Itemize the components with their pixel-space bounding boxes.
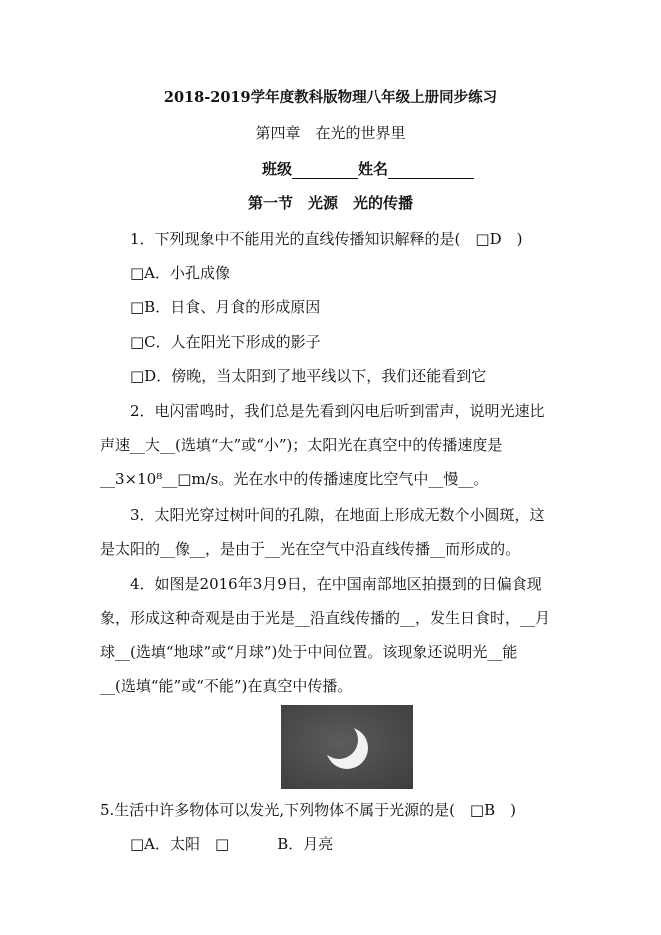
q5-options-row (130, 834, 333, 854)
q4-line-4 (100, 676, 352, 696)
q3-answer-1: __像__ (160, 540, 206, 558)
q5-option-a: □A．太阳 □ (130, 835, 230, 853)
partial-solar-eclipse-photo (281, 705, 413, 789)
q2-text: 声速 (100, 436, 131, 454)
q4-line-1: 4．如图是2016年3月9日，在中国南部地区拍摄到的日偏食现 (130, 575, 542, 593)
name-blank (388, 160, 474, 179)
q3-line-1: 3．太阳光穿过树叶间的孔隙，在地面上形成无数个小圆斑，这 (130, 506, 545, 524)
section-title: 第一节 光源 光的传播 (247, 194, 413, 212)
q4-text: ，发生日食时， (415, 609, 521, 627)
q2-line-2 (100, 435, 502, 455)
q1-stem: 1．下列现象中不能用光的直线传播知识解释的是( □D ) (130, 230, 523, 248)
worksheet-title: 2018-2019学年度教科版物理八年级上册同步练习 (163, 89, 498, 106)
q4-text: 象，形成这种奇观是由于光是 (100, 609, 296, 627)
q4-line-2 (100, 608, 550, 628)
q4-answer-1: __沿直线传播的__ (295, 609, 416, 627)
q2-text: □m/s。光在水中的传播速度比空气中 (177, 470, 429, 488)
class-blank (292, 160, 358, 179)
q2-answer-2: __3×10⁸__ (100, 470, 178, 488)
q4-line-3 (100, 642, 517, 662)
q4-answer-2-cont: 球__ (100, 643, 131, 661)
class-label: 班级 (262, 160, 293, 178)
class-name-row (262, 159, 474, 179)
q2-text: 。 (473, 470, 489, 488)
q1-option-c: □C．人在阳光下形成的影子 (130, 333, 321, 351)
crescent-sun-image (281, 705, 413, 789)
q2-answer-3: __慢__ (428, 470, 474, 488)
chapter-heading: 第四章 在光的世界里 (255, 124, 406, 142)
q4-text: (选填“能”或“不能”)在真空中传播。 (115, 677, 353, 695)
q5-stem: 5.生活中许多物体可以发光,下列物体不属于光源的是( □B ) (100, 801, 516, 819)
q4-answer-3-cont: __ (100, 677, 115, 695)
q3-text: 是太阳的 (100, 540, 161, 558)
q2-text: (选填“大”或“小”)；太阳光在真空中的传播速度是 (175, 436, 503, 454)
q1-option-d: □D．傍晚，当太阳到了地平线以下，我们还能看到它 (130, 367, 487, 385)
q4-text: (选填“地球”或“月球”)处于中间位置。该现象还说明光 (130, 643, 488, 661)
q2-answer-1: __大__ (130, 436, 176, 454)
q4-answer-3: __能 (487, 643, 518, 661)
q3-text: ，是由于 (205, 540, 266, 558)
name-label: 姓名 (358, 160, 389, 178)
q3-answer-2: __光在空气中沿直线传播__ (265, 540, 446, 558)
q4-answer-2: __月 (520, 609, 551, 627)
q2-line-1: 2．电闪雷鸣时，我们总是先看到闪电后听到雷声，说明光速比 (130, 402, 545, 420)
q5-option-b: B．月亮 (277, 835, 334, 853)
q1-option-a: □A．小孔成像 (130, 264, 231, 282)
q1-option-b: □B．日食、月食的形成原因 (130, 298, 321, 316)
q3-line-2 (100, 539, 520, 559)
q2-line-3 (100, 469, 488, 489)
q3-text: 而形成的。 (445, 540, 521, 558)
